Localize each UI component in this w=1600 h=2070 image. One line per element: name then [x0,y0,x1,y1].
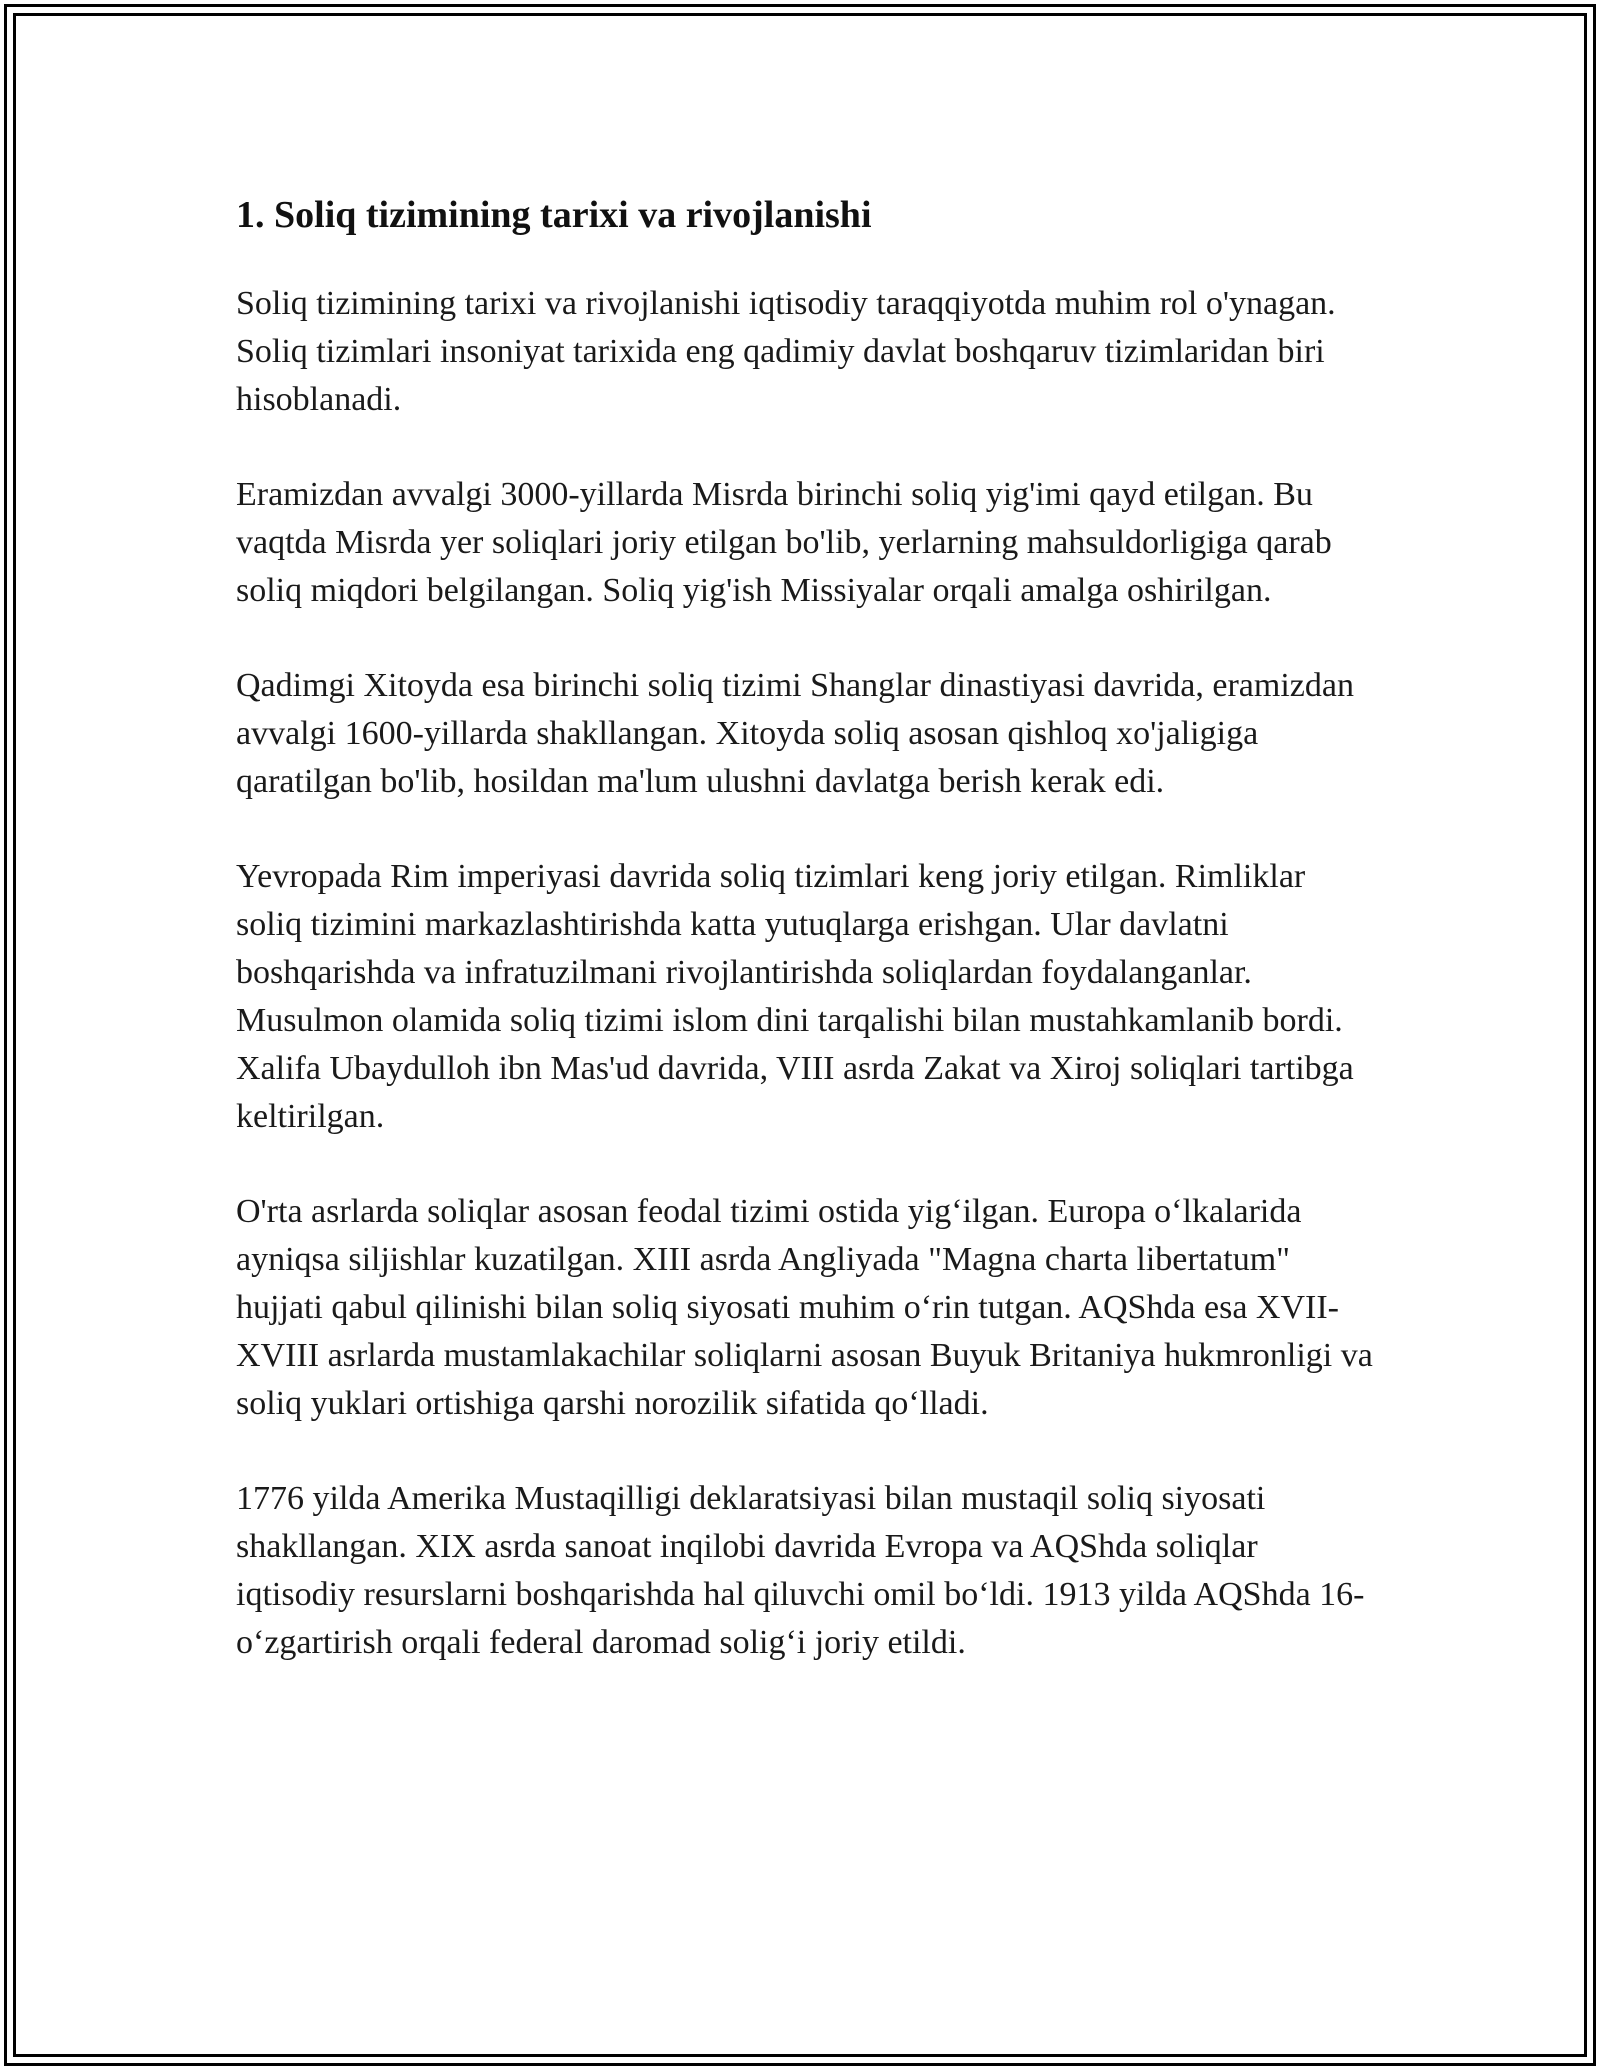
paragraph-modern-era: 1776 yilda Amerika Mustaqilligi deklaratsiyasi bilan mustaqil soliq siyosati shakllangan. XIX asrda sanoat inqilobi davrida Evropa va AQShda soliqlar iqtisodiy resurslarni boshqarishda hal qiluvchi omil bo‘ldi. 1913 yilda AQShda 16-o‘zgartirish orqali federal daromad solig‘i joriy etildi. [236,1480,1365,1661]
paragraph-rome-islam: Yevropada Rim imperiyasi davrida soliq tizimlari keng joriy etilgan. Rimliklar soliq tizimini markazlashtirishda katta yutuqlarga erishgan. Ular davlatni boshqarishda va infratuzilmani rivojlantirishda soliqlardan foydalanganlar. Musulmon olamida soliq tizimi islom dini tarqalishi bilan mustahkamlanib bordi. Xalifa Ubaydulloh ibn Mas'ud davrida, VIII asrda Zakat va Xiroj soliqlari tartibga keltirilgan. [236,858,1354,1135]
paragraph-middle-ages: O'rta asrlarda soliqlar asosan feodal tizimi ostida yig‘ilgan. Europa o‘lkalarida ayniqsa siljishlar kuzatilgan. XIII asrda Angliyada "Magna charta libertatum" hujjati qabul qilinishi bilan soliq siyosati muhim o‘rin tutgan. AQShda esa XVII-XVIII asrlarda mustamlakachilar soliqlarni asosan Buyuk Britaniya hukmronligi va soliq yuklari ortishiga qarshi norozilik sifatida qo‘lladi. [236,1193,1373,1422]
paragraph-egypt: Eramizdan avvalgi 3000-yillarda Misrda birinchi soliq yig'imi qayd etilgan. Bu vaqtda Misrda yer soliqlari joriy etilgan bo'lib, yerlarning mahsuldorligiga qarab soliq miqdori belgilangan. Soliq yig'ish Missiyalar orqali amalga oshirilgan. [236,476,1332,609]
paragraph-china: Qadimgi Xitoyda esa birinchi soliq tizimi Shanglar dinastiyasi davrida, eramizdan avvalgi 1600-yillarda shakllangan. Xitoyda soliq asosan qishloq xo'jaligiga qaratilgan bo'lib, hosildan ma'lum ulushni davlatga berish kerak edi. [236,667,1354,800]
paragraph-intro: Soliq tizimining tarixi va rivojlanishi iqtisodiy taraqqiyotda muhim rol o'ynagan. Soliq tizimlari insoniyat tarixida eng qadimiy davlat boshqaruv tizimlaridan biri hisoblanadi. [236,285,1336,418]
section-heading: 1. Soliq tizimining tarixi va rivojlanishi [236,194,872,236]
document-body [236,180,1376,1714]
